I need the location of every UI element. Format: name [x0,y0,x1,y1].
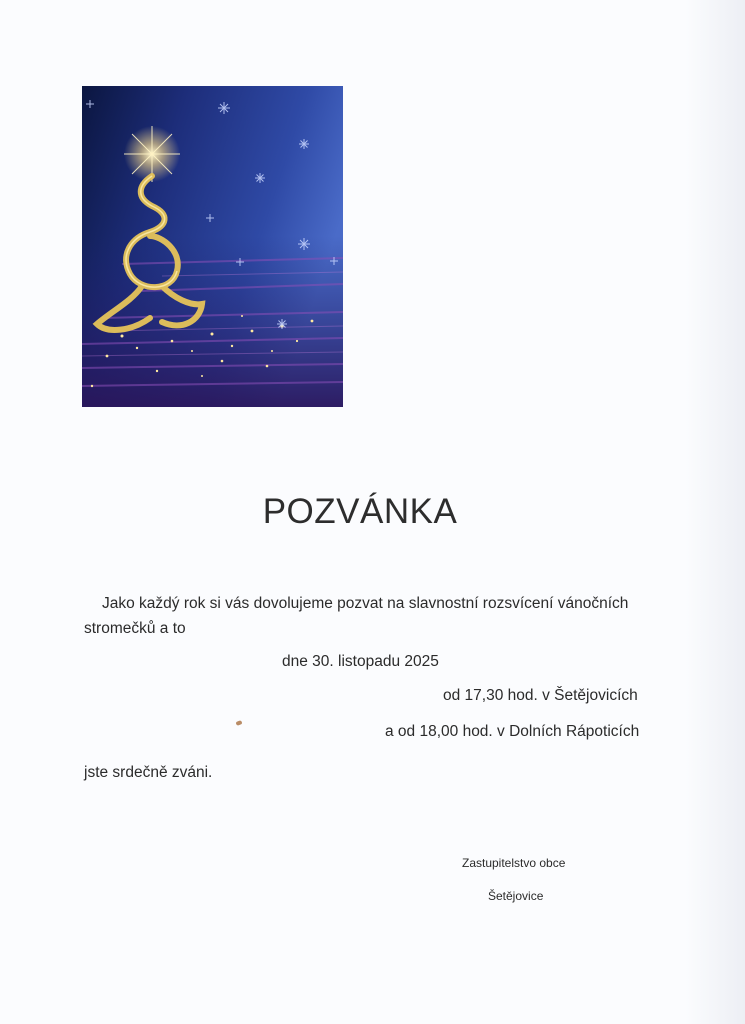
invitation-intro-text: Jako každý rok si vás dovolujeme pozvat na slavnostní rozsvícení vánočních stromečků a to [84,595,629,637]
paper-speck [235,720,242,726]
invitation-title: POZVÁNKA [262,492,458,531]
event-time-dolni-rapotice: a od 18,00 hod. v Dolních Rápoticích [385,723,640,740]
christmas-tree-illustration [82,86,343,407]
signature-village: Šetějovice [488,889,544,903]
event-time-setejovice: od 17,30 hod. v Šetějovicích [443,687,638,704]
signature-council: Zastupitelstvo obce [462,856,566,870]
closing-text: jste srdečně zváni. [84,764,213,781]
ribbon-tree-image [82,86,343,407]
event-date: dne 30. listopadu 2025 [282,653,439,670]
